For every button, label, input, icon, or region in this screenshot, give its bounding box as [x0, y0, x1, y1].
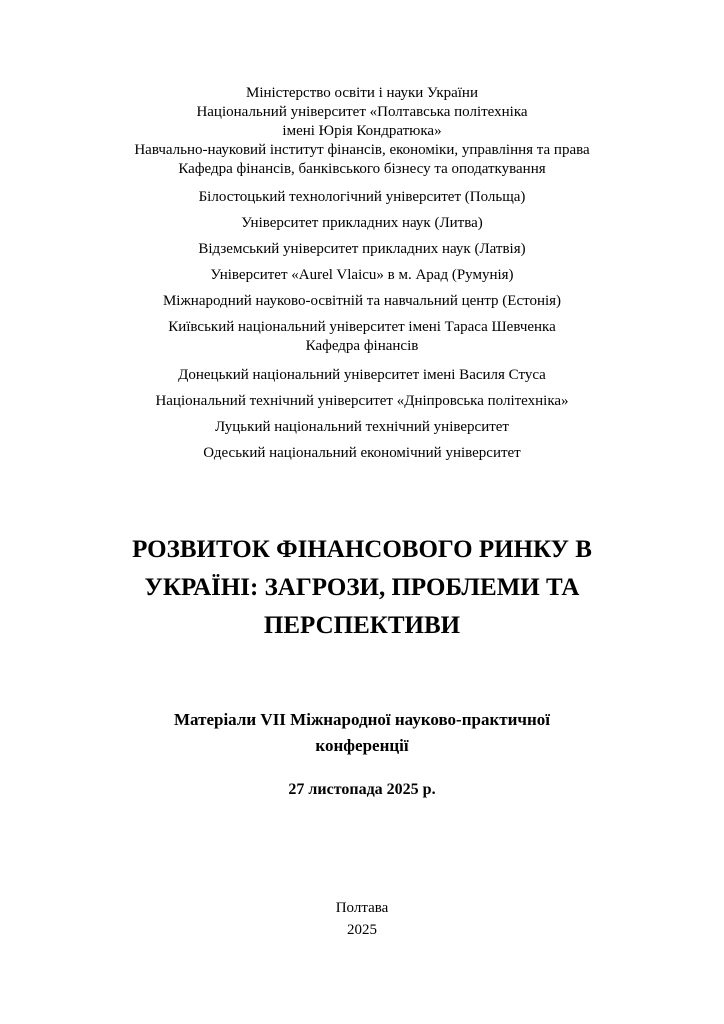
partner-institution: Міжнародний науково-освітній та навчальний центр (Естонія)	[162, 293, 562, 309]
institute-line: Навчально-науковий інститут фінансів, економіки, управління та права	[134, 142, 590, 158]
ukrainian-university: Одеський національний економічний університет	[203, 445, 521, 461]
kyiv-university-line: Київський національний університет імені Тараса Шевченка	[168, 319, 556, 335]
conference-date: 27 листопада 2025 р.	[288, 781, 436, 798]
partner-institution: Університет прикладних наук (Литва)	[241, 215, 483, 231]
department-line: Кафедра фінансів, банківського бізнесу та оподаткування	[178, 161, 546, 177]
imprint-block	[0, 897, 724, 941]
partner-institutions-block	[0, 188, 724, 311]
host-university-line-1: Національний університет «Полтавська політехніка	[196, 104, 528, 120]
imprint-city: Полтава	[335, 900, 389, 916]
imprint-year: 2025	[347, 922, 377, 938]
partner-institution: Білостоцький технологічний університет (Польща)	[198, 189, 526, 205]
conference-title	[52, 531, 672, 645]
partner-institution: Відземський університет прикладних наук (Латвія)	[198, 241, 526, 257]
host-university-line-2: імені Юрія Кондратюка»	[282, 123, 442, 139]
kyiv-university-block	[0, 318, 724, 356]
conference-subtitle-line: Матеріали VII Міжнародної науково-практичної	[174, 710, 550, 729]
conference-subtitle	[0, 707, 724, 759]
conference-title-line: РОЗВИТОК ФІНАНСОВОГО РИНКУ В	[132, 536, 592, 563]
ministry-header-block	[0, 84, 724, 179]
ukrainian-university: Національний технічний університет «Дніпровська політехніка»	[155, 393, 569, 409]
ukrainian-university: Луцький національний технічний університет	[214, 419, 509, 435]
conference-subtitle-line: конференції	[315, 736, 409, 755]
partner-institution: Університет «Aurel Vlaicu» в м. Арад (Румунія)	[210, 267, 514, 283]
conference-title-line: УКРАЇНІ: ЗАГРОЗИ, ПРОБЛЕМИ ТА	[144, 574, 580, 601]
ukrainian-university: Донецький національний університет імені Василя Стуса	[178, 367, 546, 383]
conference-title-line: ПЕРСПЕКТИВИ	[263, 612, 461, 639]
ministry-line: Міністерство освіти і науки України	[245, 85, 478, 101]
kyiv-department-line: Кафедра фінансів	[305, 338, 419, 354]
ukrainian-universities-block	[0, 366, 724, 463]
